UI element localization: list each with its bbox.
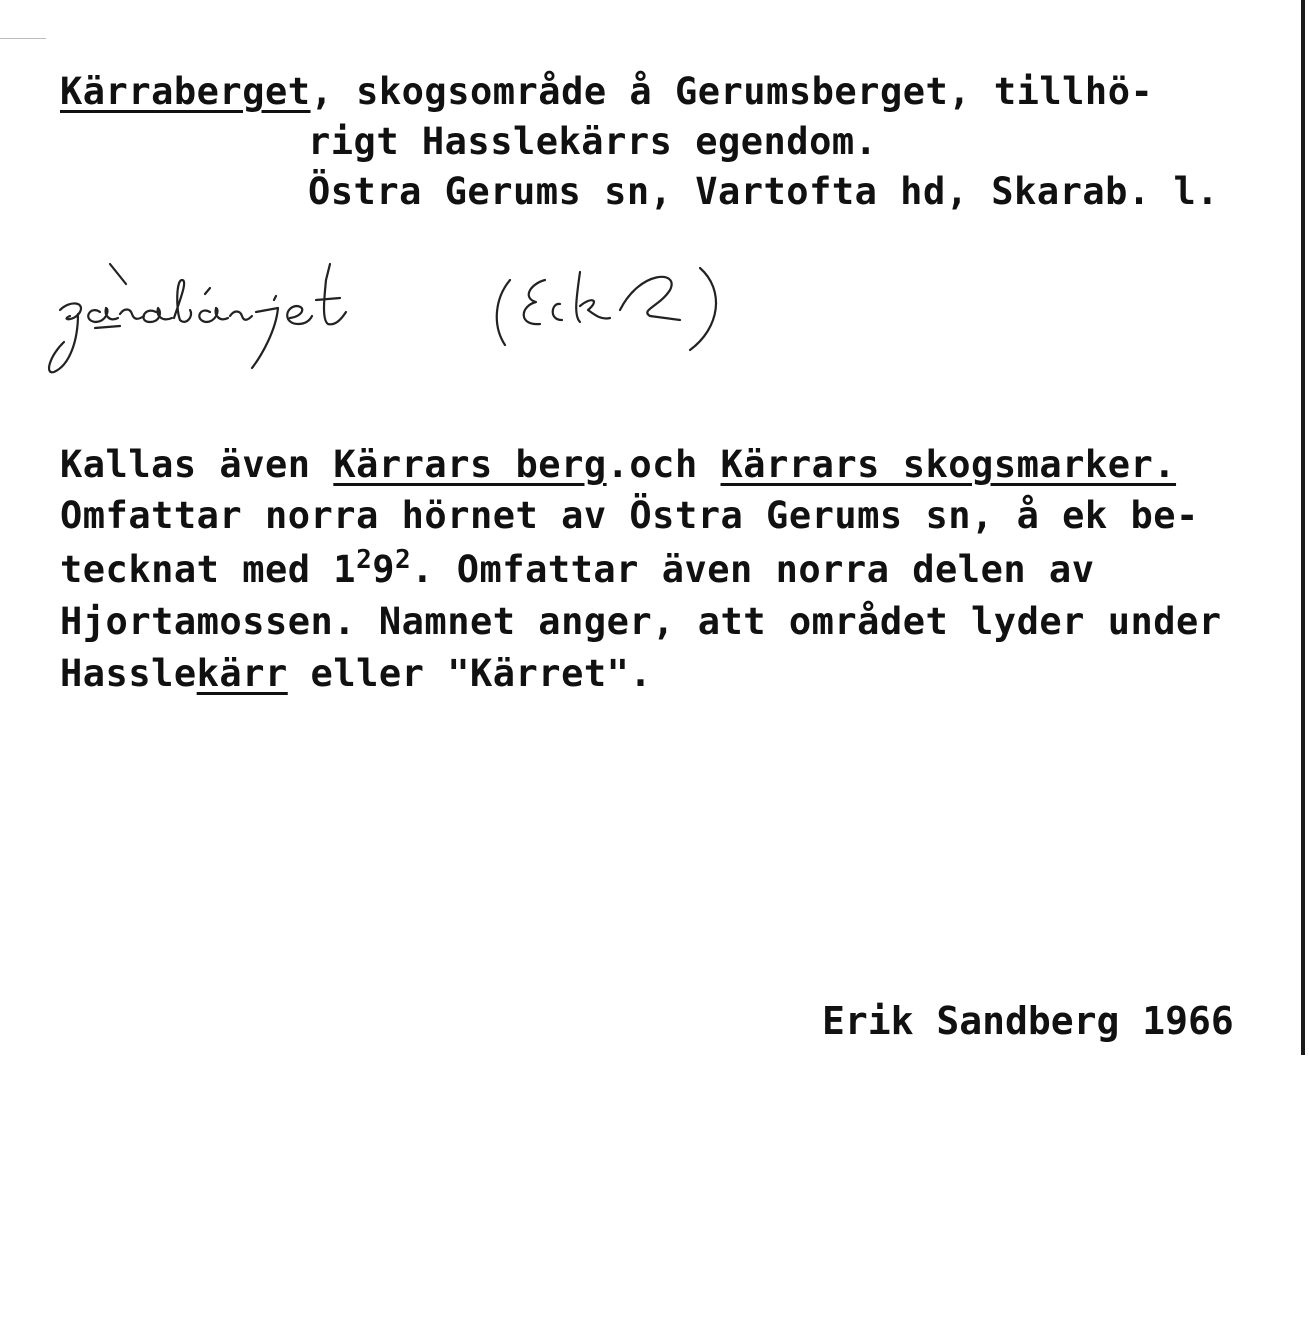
superscript-1: 2 [356,545,373,575]
body-line-3 [60,545,1095,592]
author-signature: Erik Sandberg 1966 [822,999,1234,1043]
header-line-3: Östra Gerums sn, Vartofta hd, Skarab. l. [308,170,1220,213]
body-line-5-a: Hassle [60,652,197,695]
superscript-2: 2 [395,545,412,575]
body-line-3-a: tecknat med 1 [60,548,357,591]
header-line-1-rest: , skogsområde å Gerumsberget, tillhö- [310,70,1154,113]
body-line-2: Omfattar norra hörnet av Östra Gerums sn, å ek be- [60,494,1199,537]
body-line-1-b: .och [606,443,721,486]
body-line-3-b: 9 [372,548,396,591]
alt-name-1: Kärrars berg [333,443,607,486]
card-right-border [1301,0,1305,1055]
alt-name-2: Kärrars skogsmarker. [720,443,1177,486]
body-line-5-b: eller "Kärret". [287,652,653,695]
body-line-1-a: Kallas även [60,443,334,486]
handwritten-pronunciation [40,250,760,380]
place-name: Kärraberget [60,70,311,113]
header-line-2: rigt Hasslekärrs egendom. [308,120,878,163]
body-line-3-c: . Omfattar även norra delen av [411,548,1095,591]
header-line-1 [60,70,1153,114]
body-line-1 [60,443,1176,487]
scan-speck [0,38,46,39]
body-line-4: Hjortamossen. Namnet anger, att området lyder under [60,600,1222,643]
underlined-karr: kärr [196,652,288,695]
body-line-5 [60,652,652,696]
